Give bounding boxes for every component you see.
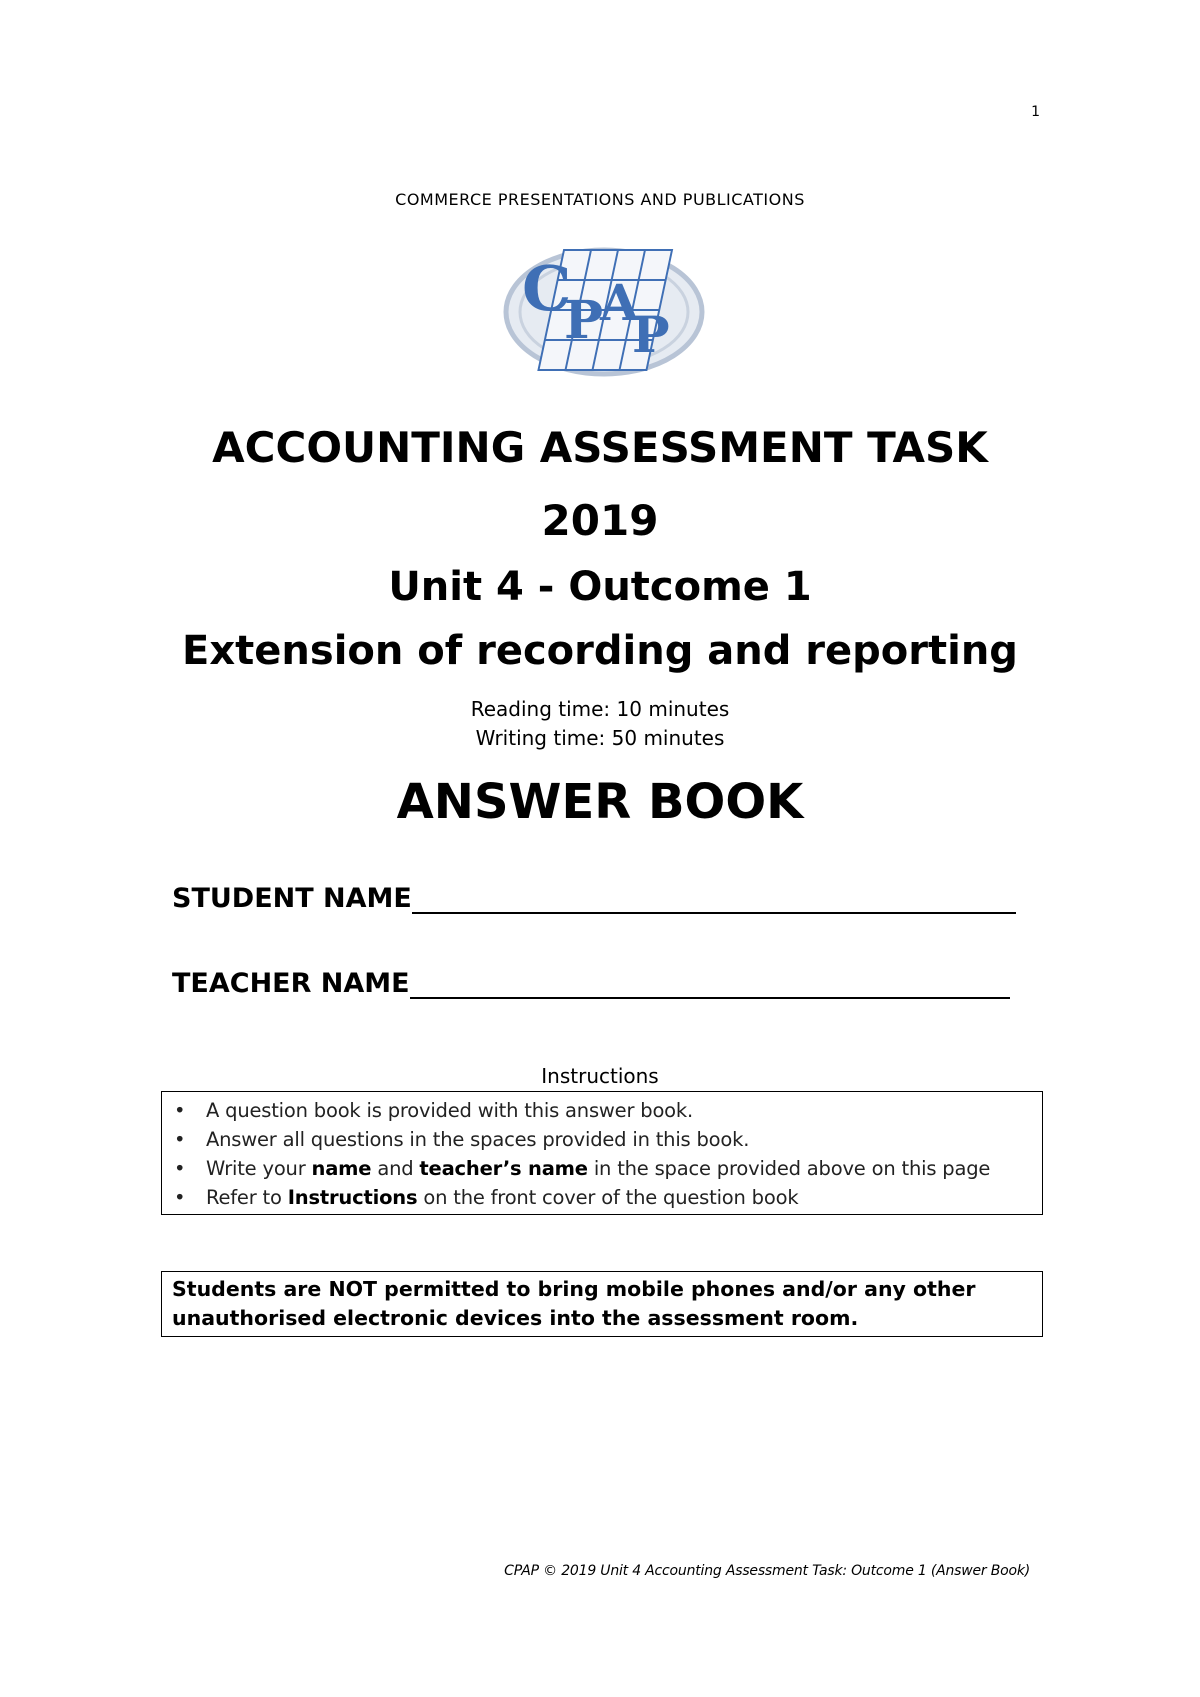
instructions-box <box>161 1091 1043 1215</box>
publisher-name: COMMERCE PRESENTATIONS AND PUBLICATIONS <box>395 190 805 209</box>
student-name-line[interactable] <box>412 882 1016 914</box>
instruction-text: in the space provided above on this page <box>587 1157 991 1180</box>
instructions-heading: Instructions <box>541 1064 659 1088</box>
student-name-field <box>172 882 1016 914</box>
title-year: 2019 <box>541 496 659 545</box>
instruction-text: Answer all questions in the spaces provided in this book. <box>206 1128 750 1151</box>
bullet-icon: • <box>174 1186 186 1209</box>
title-unit: Unit 4 - Outcome 1 <box>388 564 812 610</box>
teacher-name-line[interactable] <box>410 967 1010 999</box>
instruction-text: on the front cover of the question book <box>417 1186 799 1209</box>
instruction-text: and <box>371 1157 420 1180</box>
list-item <box>172 1125 1042 1154</box>
instruction-text: Write your <box>206 1157 312 1180</box>
cpap-logo <box>502 240 707 388</box>
instruction-bold: Instructions <box>287 1186 418 1209</box>
student-name-label: STUDENT NAME <box>172 883 412 914</box>
bullet-icon: • <box>174 1099 186 1122</box>
teacher-name-label: TEACHER NAME <box>172 968 410 999</box>
page-footer: CPAP © 2019 Unit 4 Accounting Assessment Task: Outcome 1 (Answer Book) <box>504 1563 1030 1579</box>
title-topic: Extension of recording and reporting <box>182 628 1018 674</box>
answer-book-heading: ANSWER BOOK <box>396 774 804 830</box>
svg-text:A: A <box>600 273 639 332</box>
instruction-bold: name <box>311 1157 372 1180</box>
instruction-text: Refer to <box>206 1186 288 1209</box>
page-number: 1 <box>1031 104 1040 120</box>
reading-time: Reading time: 10 minutes <box>470 697 730 721</box>
svg-text:P: P <box>564 290 604 351</box>
svg-text:C: C <box>522 252 572 325</box>
instructions-list <box>172 1096 1042 1212</box>
list-item <box>172 1183 1042 1212</box>
list-item <box>172 1096 1042 1125</box>
teacher-name-field <box>172 967 1010 999</box>
title-line-1: ACCOUNTING ASSESSMENT TASK <box>212 423 988 472</box>
bullet-icon: • <box>174 1157 186 1180</box>
svg-text:P: P <box>632 305 670 364</box>
list-item <box>172 1154 1042 1183</box>
instruction-bold: teacher’s name <box>419 1157 588 1180</box>
writing-time: Writing time: 50 minutes <box>475 726 725 750</box>
bullet-icon: • <box>174 1128 186 1151</box>
cpap-logo-graphic <box>502 240 707 388</box>
instruction-text: A question book is provided with this answer book. <box>206 1099 694 1122</box>
mobile-phone-warning: Students are NOT permitted to bring mobile phones and/or any other unauthorised electronic devices into the assessment room. <box>161 1271 1043 1337</box>
